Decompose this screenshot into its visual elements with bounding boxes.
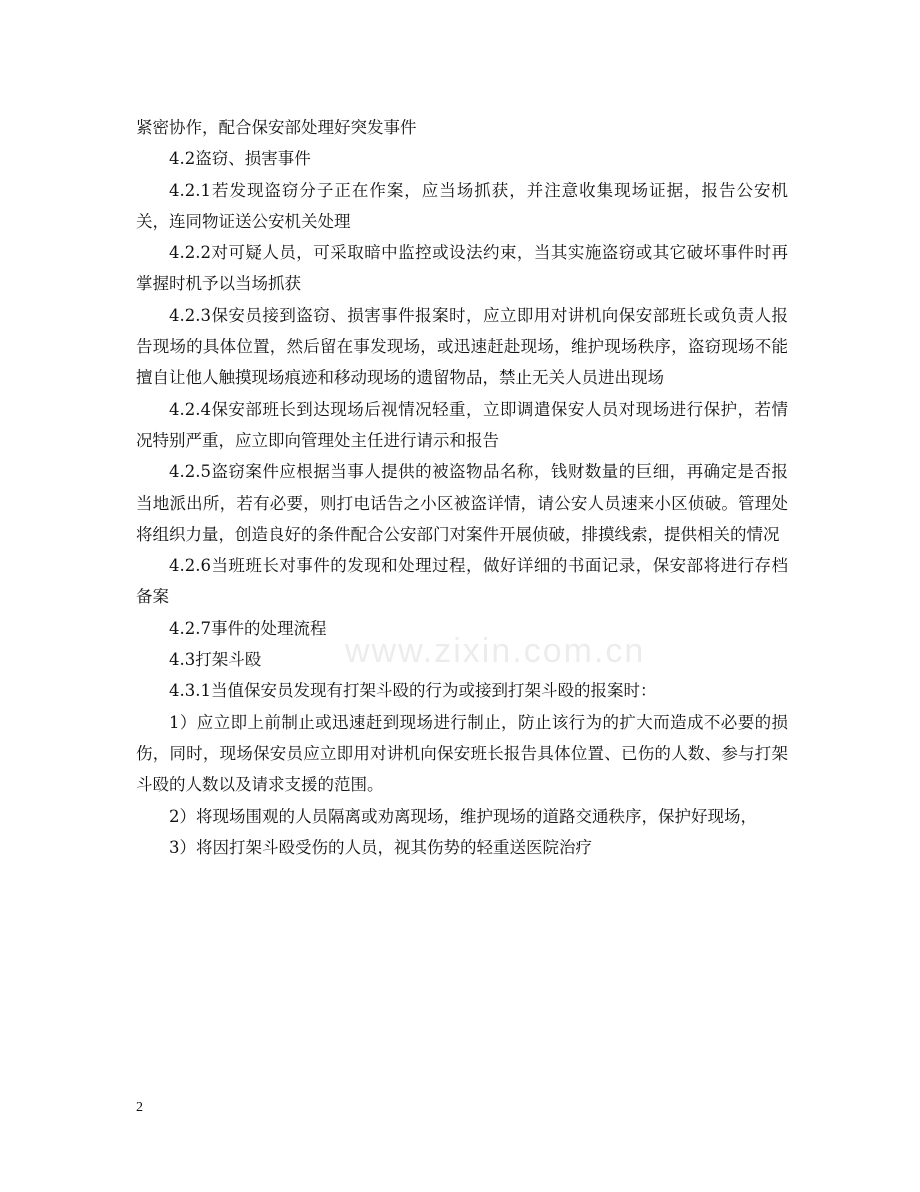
paragraph: 4.3.1当值保安员发现有打架斗殴的行为或接到打架斗殴的报案时： [169, 681, 657, 701]
paragraph: 4.2.1若发现盗窃分子正在作案，应当场抓获，并注意收集现场证据，报告公安机关，连同物证送公安机关处理 [136, 180, 788, 231]
paragraph: 4.2.6当班班长对事件的发现和处理过程，做好详细的书面记录，保安部将进行存档备案 [136, 556, 788, 607]
paragraph: 4.2.7事件的处理流程 [169, 618, 327, 638]
section-heading: 4.3打架斗殴 [169, 650, 262, 670]
paragraph: 4.2.5盗窃案件应根据当事人提供的被盗物品名称，钱财数量的巨细，再确定是否报当地派出所，若有必要，则打电话告之小区被盗详情，请公安人员速来小区侦破。管理处将组织力量，创造良好的条件配合公安部门对案件开展侦破，排摸线索，提供相关的情况 [136, 462, 788, 544]
paragraph: 紧密协作，配合保安部处理好突发事件 [136, 118, 417, 137]
page-number: 2 [136, 1100, 143, 1115]
paragraph: 4.2.2对可疑人员，可采取暗中监控或设法约束，当其实施盗窃或其它破坏事件时再掌握时机予以当场抓获 [136, 243, 788, 294]
paragraph: 4.2.3保安员接到盗窃、损害事件报案时，应立即用对讲机向保安部班长或负责人报告现场的具体位置，然后留在事发现场，或迅速赶赴现场，维护现场秩序，盗窃现场不能擅自让他人触摸现场痕迹和移动现场的遗留物品，禁止无关人员进出现场 [136, 305, 788, 388]
list-item: 1）应立即上前制止或迅速赶到现场进行制止，防止该行为的扩大而造成不必要的损伤，同时，现场保安员应立即用对讲机向保安班长报告具体位置、已伤的人数、参与打架斗殴的人数以及请求支援的范围。 [136, 712, 788, 795]
document-body [136, 112, 788, 863]
list-item: 3）将因打架斗殴受伤的人员，视其伤势的轻重送医院治疗 [169, 837, 592, 857]
section-heading: 4.2盗窃、损害事件 [169, 149, 311, 169]
list-item: 2）将现场围观的人员隔离或劝离现场，维护现场的道路交通秩序，保护好现场， [169, 806, 757, 826]
paragraph: 4.2.4保安部班长到达现场后视情况轻重，立即调遣保安人员对现场进行保护，若情况特别严重，应立即向管理处主任进行请示和报告 [136, 399, 788, 450]
watermark: www.zixin.com.cn [345, 632, 646, 670]
